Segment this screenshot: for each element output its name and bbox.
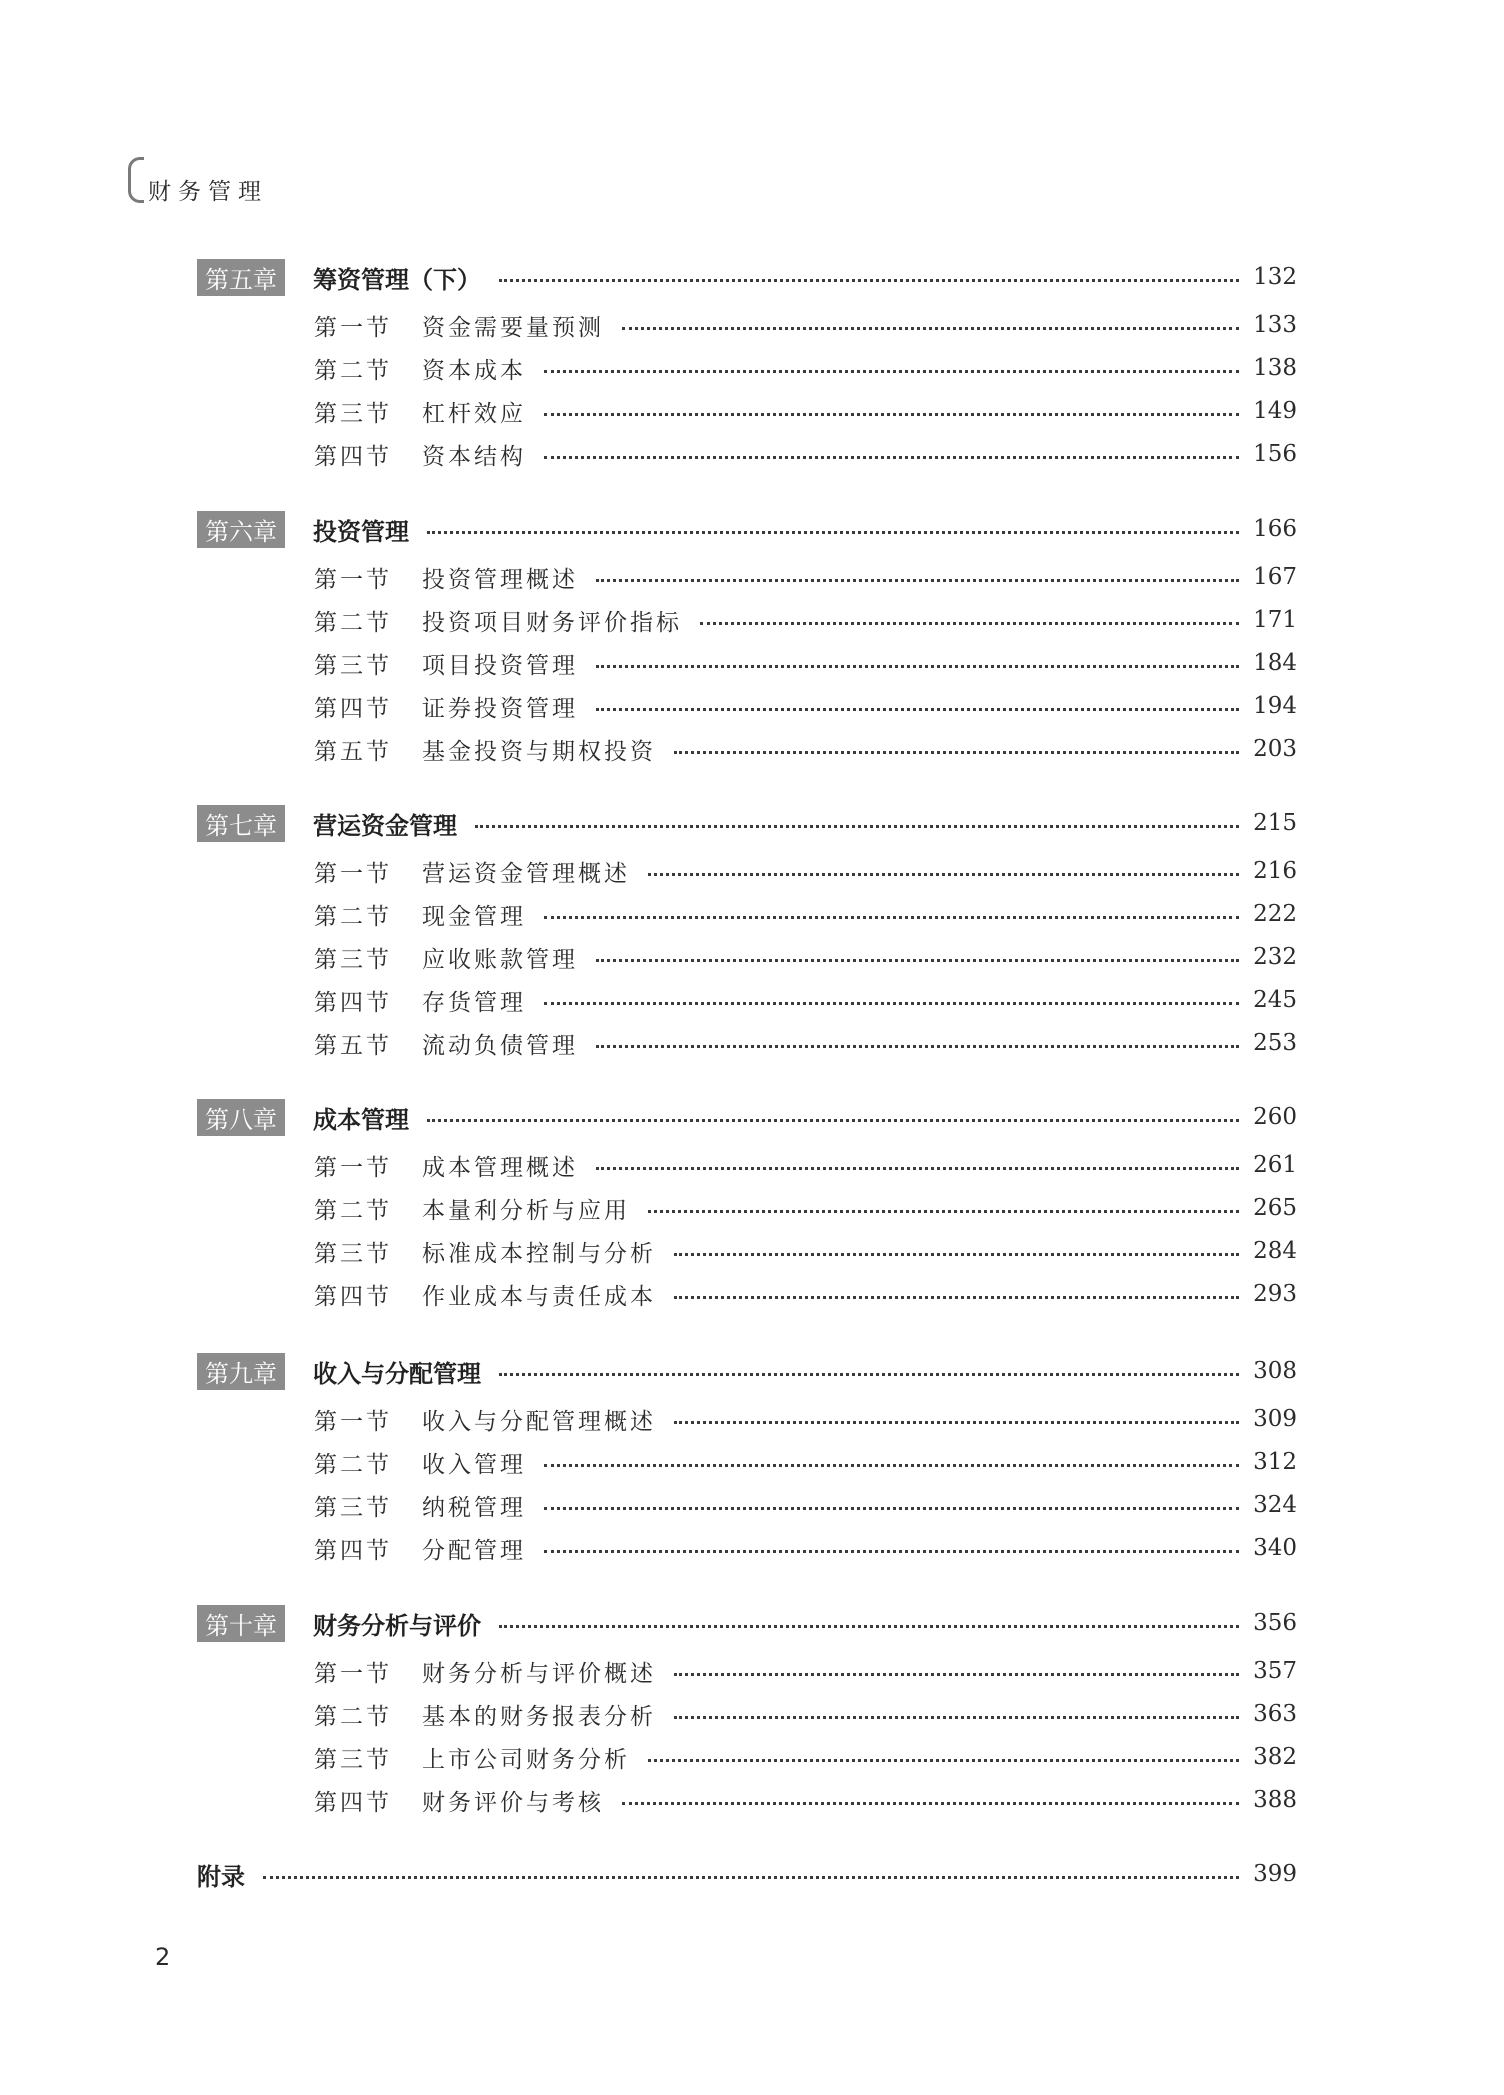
dot-leader [596, 1045, 1239, 1048]
section-page: 340 [1253, 1535, 1297, 1561]
section-title: 基金投资与期权投资 [422, 738, 656, 765]
section-title: 本量利分析与应用 [422, 1197, 630, 1224]
section-title: 资金需要量预测 [422, 314, 604, 341]
section-page: 309 [1253, 1406, 1297, 1432]
chapter-title: 成本管理 [313, 1105, 409, 1134]
section-number: 第一节 [314, 314, 392, 341]
section-page: 253 [1253, 1030, 1297, 1056]
section-number: 第二节 [314, 903, 392, 930]
section-title: 纳税管理 [422, 1494, 526, 1521]
section-number: 第一节 [314, 566, 392, 593]
dot-leader [475, 825, 1239, 828]
page-number: 2 [155, 1943, 171, 1971]
dot-leader [596, 1167, 1239, 1170]
section-number: 第二节 [314, 1451, 392, 1478]
dot-leader [648, 1759, 1239, 1762]
section-title: 杠杆效应 [422, 400, 526, 427]
section-title: 资本成本 [422, 357, 526, 384]
appendix-title: 附录 [197, 1862, 245, 1891]
dot-leader [596, 959, 1239, 962]
chapter-title: 筹资管理（下） [313, 265, 481, 294]
dot-leader [596, 579, 1239, 582]
chapter-number-badge: 第十章 [197, 1605, 285, 1642]
toc-section-entry[interactable] [314, 434, 1297, 474]
dot-leader [544, 916, 1239, 919]
dot-leader [700, 622, 1239, 625]
section-title: 应收账款管理 [422, 946, 578, 973]
chapter-page: 166 [1253, 516, 1297, 542]
toc-section-entry[interactable] [314, 1188, 1297, 1228]
dot-leader [499, 279, 1239, 282]
section-page: 382 [1253, 1744, 1297, 1770]
toc-chapter-entry[interactable] [197, 257, 1297, 297]
section-page: 184 [1253, 650, 1297, 676]
section-page: 216 [1253, 858, 1297, 884]
section-number: 第四节 [314, 1789, 392, 1816]
section-number: 第四节 [314, 695, 392, 722]
section-page: 222 [1253, 901, 1297, 927]
chapter-number-badge: 第七章 [197, 805, 285, 842]
dot-leader [499, 1373, 1239, 1376]
section-page: 203 [1253, 736, 1297, 762]
section-title: 收入管理 [422, 1451, 526, 1478]
dot-leader [674, 1673, 1239, 1676]
toc-section-entry[interactable] [314, 937, 1297, 977]
section-page: 357 [1253, 1658, 1297, 1684]
section-page: 261 [1253, 1152, 1297, 1178]
section-number: 第三节 [314, 652, 392, 679]
dot-leader [674, 1716, 1239, 1719]
running-header-title: 财务管理 [148, 178, 268, 205]
toc-section-entry[interactable] [314, 391, 1297, 431]
toc-chapter-entry[interactable] [197, 803, 1297, 843]
dot-leader [622, 1802, 1239, 1805]
dot-leader [544, 413, 1239, 416]
toc-section-entry[interactable] [314, 643, 1297, 683]
toc-section-entry[interactable] [314, 980, 1297, 1020]
dot-leader [427, 1119, 1239, 1122]
section-title: 现金管理 [422, 903, 526, 930]
chapter-page: 356 [1253, 1610, 1297, 1636]
section-title: 基本的财务报表分析 [422, 1703, 656, 1730]
toc-section-entry[interactable] [314, 1737, 1297, 1777]
section-number: 第四节 [314, 1537, 392, 1564]
chapter-title: 财务分析与评价 [313, 1611, 481, 1640]
section-number: 第四节 [314, 1283, 392, 1310]
toc-section-entry[interactable] [314, 686, 1297, 726]
dot-leader [596, 665, 1239, 668]
section-page: 156 [1253, 441, 1297, 467]
section-number: 第三节 [314, 400, 392, 427]
dot-leader [544, 1002, 1239, 1005]
chapter-number-badge: 第八章 [197, 1099, 285, 1136]
section-page: 232 [1253, 944, 1297, 970]
dot-leader [674, 1253, 1239, 1256]
toc-appendix-entry[interactable] [197, 1854, 1297, 1894]
section-number: 第二节 [314, 609, 392, 636]
toc-chapter-entry[interactable] [197, 1603, 1297, 1643]
toc-section-entry[interactable] [314, 1442, 1297, 1482]
toc-section-entry[interactable] [314, 729, 1297, 769]
section-number: 第二节 [314, 357, 392, 384]
section-page: 149 [1253, 398, 1297, 424]
dot-leader [544, 1464, 1239, 1467]
chapter-page: 132 [1253, 264, 1297, 290]
toc-section-entry[interactable] [314, 1231, 1297, 1271]
section-title: 财务评价与考核 [422, 1789, 604, 1816]
section-number: 第五节 [314, 1032, 392, 1059]
section-page: 324 [1253, 1492, 1297, 1518]
section-title: 分配管理 [422, 1537, 526, 1564]
section-title: 投资管理概述 [422, 566, 578, 593]
appendix-page: 399 [1253, 1861, 1297, 1887]
dot-leader [263, 1876, 1239, 1879]
chapter-page: 215 [1253, 810, 1297, 836]
dot-leader [674, 751, 1239, 754]
section-number: 第三节 [314, 946, 392, 973]
section-number: 第四节 [314, 443, 392, 470]
dot-leader [648, 1210, 1239, 1213]
chapter-page: 260 [1253, 1104, 1297, 1130]
toc-section-entry[interactable] [314, 1023, 1297, 1063]
dot-leader [544, 456, 1239, 459]
section-title: 成本管理概述 [422, 1154, 578, 1181]
section-page: 284 [1253, 1238, 1297, 1264]
section-page: 245 [1253, 987, 1297, 1013]
dot-leader [427, 531, 1239, 534]
section-title: 收入与分配管理概述 [422, 1408, 656, 1435]
dot-leader [544, 1507, 1239, 1510]
chapter-number-badge: 第九章 [197, 1353, 285, 1390]
chapter-number-badge: 第五章 [197, 259, 285, 296]
section-page: 265 [1253, 1195, 1297, 1221]
dot-leader [648, 873, 1239, 876]
toc-section-entry[interactable] [314, 557, 1297, 597]
toc-section-entry[interactable] [314, 1694, 1297, 1734]
section-number: 第三节 [314, 1240, 392, 1267]
section-page: 312 [1253, 1449, 1297, 1475]
chapter-page: 308 [1253, 1358, 1297, 1384]
section-title: 流动负债管理 [422, 1032, 578, 1059]
dot-leader [674, 1421, 1239, 1424]
toc-chapter-entry[interactable] [197, 509, 1297, 549]
toc-section-entry[interactable] [314, 1780, 1297, 1820]
dot-leader [596, 708, 1239, 711]
chapter-title: 收入与分配管理 [313, 1359, 481, 1388]
toc-section-entry[interactable] [314, 1651, 1297, 1691]
section-page: 194 [1253, 693, 1297, 719]
section-number: 第一节 [314, 860, 392, 887]
section-page: 138 [1253, 355, 1297, 381]
toc-section-entry[interactable] [314, 1528, 1297, 1568]
section-title: 标准成本控制与分析 [422, 1240, 656, 1267]
toc-chapter-entry[interactable] [197, 1351, 1297, 1391]
section-number: 第二节 [314, 1197, 392, 1224]
toc-section-entry[interactable] [314, 348, 1297, 388]
dot-leader [544, 370, 1239, 373]
section-title: 作业成本与责任成本 [422, 1283, 656, 1310]
section-number: 第四节 [314, 989, 392, 1016]
section-title: 证券投资管理 [422, 695, 578, 722]
section-number: 第五节 [314, 738, 392, 765]
section-page: 363 [1253, 1701, 1297, 1727]
section-number: 第一节 [314, 1660, 392, 1687]
section-page: 133 [1253, 312, 1297, 338]
section-number: 第三节 [314, 1494, 392, 1521]
section-title: 营运资金管理概述 [422, 860, 630, 887]
chapter-title: 营运资金管理 [313, 811, 457, 840]
section-number: 第二节 [314, 1703, 392, 1730]
toc-section-entry[interactable] [314, 1485, 1297, 1525]
chapter-title: 投资管理 [313, 517, 409, 546]
toc-section-entry[interactable] [314, 1399, 1297, 1439]
section-title: 财务分析与评价概述 [422, 1660, 656, 1687]
toc-section-entry[interactable] [314, 851, 1297, 891]
toc-section-entry[interactable] [314, 1274, 1297, 1314]
section-page: 388 [1253, 1787, 1297, 1813]
running-header [128, 156, 268, 204]
dot-leader [622, 327, 1239, 330]
section-title: 存货管理 [422, 989, 526, 1016]
dot-leader [674, 1296, 1239, 1299]
section-page: 167 [1253, 564, 1297, 590]
chapter-number-badge: 第六章 [197, 511, 285, 548]
toc-section-entry[interactable] [314, 600, 1297, 640]
section-title: 项目投资管理 [422, 652, 578, 679]
section-title: 上市公司财务分析 [422, 1746, 630, 1773]
toc-chapter-entry[interactable] [197, 1097, 1297, 1137]
section-title: 投资项目财务评价指标 [422, 609, 682, 636]
section-page: 171 [1253, 607, 1297, 633]
toc-section-entry[interactable] [314, 305, 1297, 345]
dot-leader [499, 1625, 1239, 1628]
section-page: 293 [1253, 1281, 1297, 1307]
section-title: 资本结构 [422, 443, 526, 470]
section-number: 第一节 [314, 1154, 392, 1181]
section-number: 第三节 [314, 1746, 392, 1773]
toc-section-entry[interactable] [314, 894, 1297, 934]
header-bracket-decoration [128, 157, 144, 203]
section-number: 第一节 [314, 1408, 392, 1435]
dot-leader [544, 1550, 1239, 1553]
toc-section-entry[interactable] [314, 1145, 1297, 1185]
